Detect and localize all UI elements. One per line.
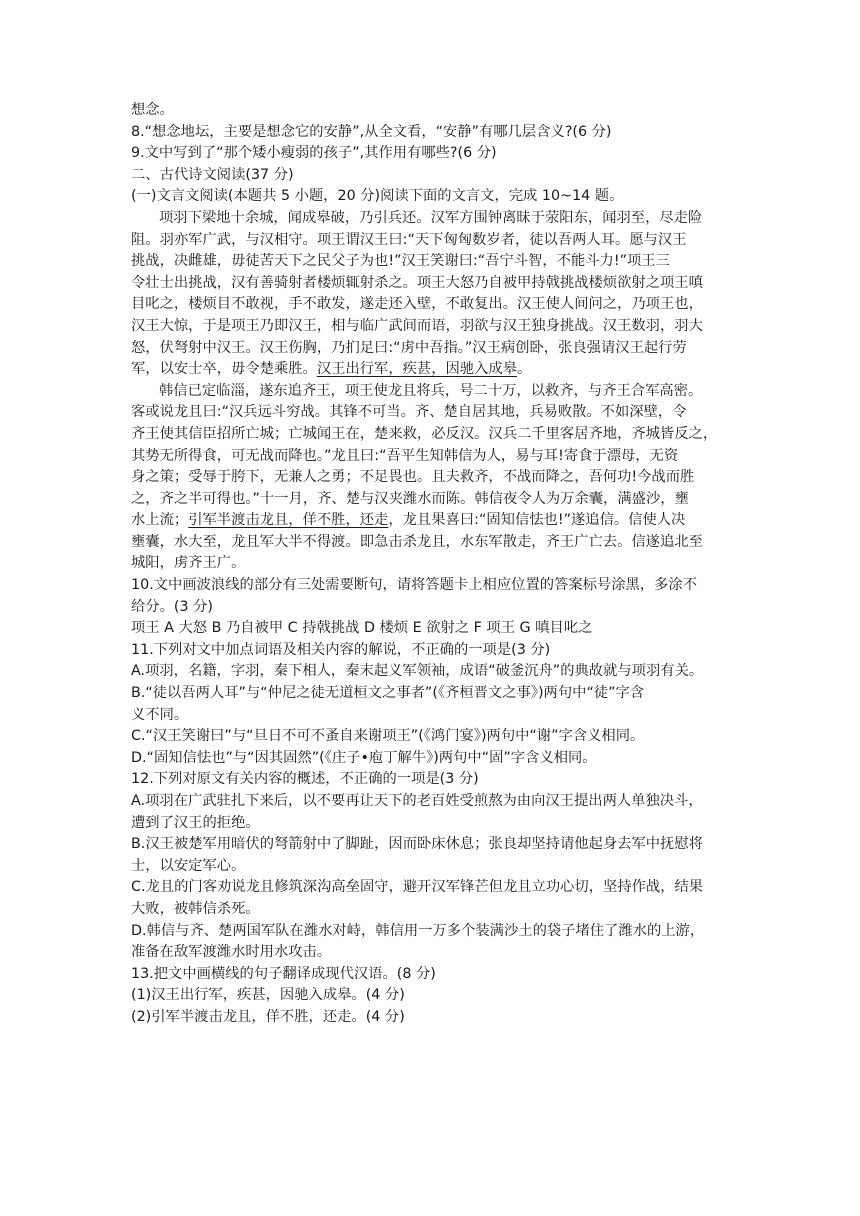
line-text: 给分。(3 分)	[131, 598, 213, 615]
line-text: 军，以安士卒，毋令楚乘胜。	[131, 361, 317, 378]
line-text: 齐王使其信臣招所亡城；亡城闻王在，楚来救，必反汉。汉兵二千里客居齐地，齐城皆反之，	[131, 425, 718, 442]
line-text: 大败，被韩信杀死。	[131, 900, 260, 917]
text-line	[131, 575, 731, 597]
line-text: 12.下列对原文有关内容的概述，不正确的一项是(3 分)	[131, 771, 479, 788]
line-text: B.汉王被楚军用暗伏的弩箭射中了脚趾，因而卧床休息；张良却坚持请他起身去军中抚慰将	[131, 836, 703, 853]
text-line	[131, 769, 731, 791]
line-text: 其势无所得食，可无战而降也。”龙且曰:“吾平生知韩信为人，易与耳!寄食于漂母，无资	[131, 447, 679, 464]
text-line	[131, 510, 731, 532]
line-text: 9.文中写到了“那个矮小瘦弱的孩子”,其作用有哪些?(6 分)	[131, 145, 497, 162]
line-text: 壅囊，水大至，龙且军大半不得渡。即急击杀龙且，水东军散走，齐王广亡去。信遂追北至	[131, 533, 703, 550]
line-text: 城阳，虏齐王广。	[131, 555, 246, 572]
line-text: 10.文中画波浪线的部分有三处需要断句，请将答题卡上相应位置的答案标号涂黑，多涂不	[131, 577, 698, 594]
line-text-after: 。	[517, 361, 532, 378]
text-line	[131, 424, 731, 446]
line-text: 士，以安定军心。	[131, 857, 246, 874]
text-line	[131, 294, 731, 316]
line-text: 义不同。	[131, 706, 189, 723]
text-line	[131, 964, 731, 986]
text-line	[131, 899, 731, 921]
text-line	[131, 856, 731, 878]
line-text: C.“汉王笑谢曰”与“旦日不可不蚤自来谢项王”(《鸿门宴》)两句中“谢”字含义相同。	[131, 728, 645, 745]
line-text: 项王 A 大怒 B 乃自被甲 C 持戟挑战 D 楼烦 E 欲射之 F 项王 G 嗔目叱之	[131, 620, 593, 637]
text-line	[131, 402, 731, 424]
line-text: (2)引军半渡击龙且，佯不胜，还走。(4 分)	[131, 1008, 405, 1025]
line-text: 8.“想念地坛，主要是想念它的安静”,从全文看，“安静”有哪几层含义?(6 分)	[131, 123, 612, 140]
line-text: 韩信已定临淄，遂东追齐王，项王使龙且将兵，号二十万，以救齐，与齐王合军高密。	[159, 382, 703, 399]
line-text: 项羽下梁地十余城，闻成皋破，乃引兵还。汉军方围钟离昧于荥阳东，闻羽至，尽走险	[159, 209, 703, 226]
text-line	[131, 877, 731, 899]
underlined-sentence: 汉王出行军，疾甚，因驰入成皋	[316, 361, 518, 378]
text-line	[131, 618, 731, 640]
text-line	[131, 143, 731, 165]
text-line	[131, 921, 731, 943]
line-text: 怒，伏弩射中汉王。汉王伤胸，乃扪足曰:“虏中吾指。”汉王病创卧，张良强请汉王起行劳	[131, 339, 687, 356]
line-text: D.韩信与齐、楚两国军队在潍水对峙，韩信用一万多个装满沙土的袋子堵住了潍水的上游，	[131, 922, 705, 939]
text-line	[131, 748, 731, 770]
underlined-sentence: 引军半渡击龙且，佯不胜，还走	[188, 512, 389, 529]
line-text: 11.下列对文中加点词语及相关内容的解说，不正确的一项是(3 分)	[131, 641, 551, 658]
line-text: D.“固知信怯也”与“因其固然”(《庄子•庖丁解牛》)两句中“固”字含义相同。	[131, 749, 597, 766]
line-text: 挑战，决雌雄，毋徒苦天下之民父子为也!”汉王笑谢曰:“吾宁斗智，不能斗力!”项王三	[131, 253, 670, 270]
text-line	[131, 273, 731, 295]
text-line	[131, 683, 731, 705]
line-text: 二、古代诗文阅读(37 分)	[131, 166, 294, 183]
text-line	[131, 942, 731, 964]
text-line	[131, 381, 731, 403]
line-text: (一)文言文阅读(本题共 5 小题，20 分)阅读下面的文言文，完成 10~14 题。	[131, 188, 624, 205]
text-line	[131, 985, 731, 1007]
line-text: 想念。	[131, 102, 174, 118]
text-line	[131, 597, 731, 619]
text-line	[131, 230, 731, 252]
line-text: 准备在敌军渡潍水时用水攻击。	[131, 944, 332, 961]
line-text: A.项羽，名籍，字羽，秦下相人，秦末起义军领袖，成语“破釜沉舟”的典故就与项羽有关。	[131, 663, 704, 680]
text-line	[131, 553, 731, 575]
line-text: 水上流；	[131, 512, 189, 529]
text-line	[131, 338, 731, 360]
line-text: 身之策；受辱于胯下，无兼人之勇；不足畏也。且夫救齐，不战而降之，吾何功!今战而胜	[131, 469, 695, 486]
text-line	[131, 446, 731, 468]
text-line	[131, 532, 731, 554]
line-text: (1)汉王出行军，疾甚，因驰入成皋。(4 分)	[131, 987, 405, 1004]
line-text: A.项羽在广武驻扎下来后，以不要再让天下的老百姓受煎熬为由向汉王提出两人单独决斗，	[131, 793, 703, 809]
text-line	[131, 100, 731, 122]
line-text: B.“徒以吾两人耳”与“仲尼之徒无道桓文之事者”(《齐桓晋文之事》)两句中“徒”字含	[131, 685, 645, 702]
text-line	[131, 661, 731, 683]
text-line	[131, 186, 731, 208]
line-text: C.龙且的门客劝说龙且修筑深沟高垒固守，避开汉军锋芒但龙且立功心切，坚持作战，结果	[131, 879, 704, 896]
text-line	[131, 467, 731, 489]
text-line	[131, 316, 731, 338]
text-line	[131, 489, 731, 511]
text-line	[131, 165, 731, 187]
line-text: 遭到了汉王的拒绝。	[131, 814, 260, 831]
text-line	[131, 834, 731, 856]
line-text: 汉王大惊，于是项王乃即汉王，相与临广武间而语，羽欲与汉王独身挑战。汉王数羽，羽大	[131, 317, 703, 334]
text-line	[131, 122, 731, 144]
line-text: 阻。羽亦军广武，与汉相守。项王谓汉王曰:“天下匈匈数岁者，徒以吾两人耳。愿与汉王	[131, 231, 687, 248]
line-text: 之，齐之半可得也。”十一月，齐、楚与汉夹潍水而陈。韩信夜令人为万余囊，满盛沙，壅	[131, 490, 689, 507]
text-line	[131, 791, 731, 813]
line-text: 客或说龙且曰:“汉兵远斗穷战。其锋不可当。齐、楚自居其地，兵易败散。不如深壁，令	[131, 404, 687, 421]
line-text: 13.把文中画横线的句子翻译成现代汉语。(8 分)	[131, 965, 436, 982]
line-text: 目叱之，楼烦目不敢视，手不敢发，遂走还入壁，不敢复出。汉王使人间问之，乃项王也，	[131, 296, 703, 313]
text-line	[131, 726, 731, 748]
text-line	[131, 251, 731, 273]
line-text: 令壮士出挑战，汉有善骑射者楼烦辄射杀之。项王大怒乃自被甲持戟挑战楼烦欲射之项王嗔	[131, 274, 703, 291]
document-page	[131, 100, 731, 1029]
text-line	[131, 813, 731, 835]
line-text-after: ，龙且果喜曰:“固知信怯也!”遂追信。信使人决	[388, 512, 686, 529]
text-line	[131, 705, 731, 727]
text-line	[131, 359, 731, 381]
text-line	[131, 208, 731, 230]
text-line	[131, 640, 731, 662]
text-line	[131, 1007, 731, 1029]
